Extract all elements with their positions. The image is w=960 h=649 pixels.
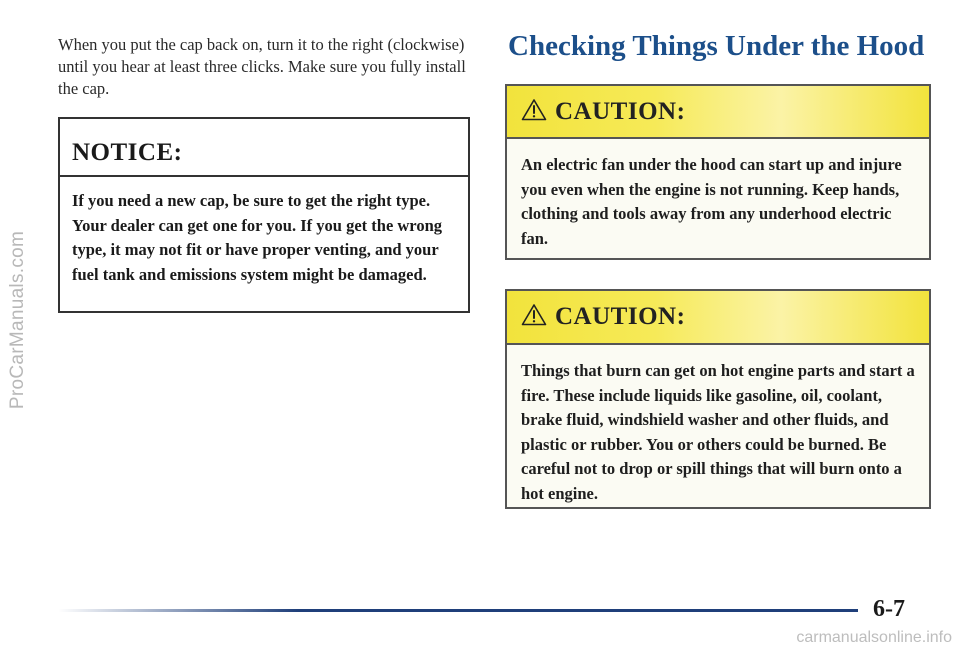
caution-title: CAUTION:: [555, 303, 686, 330]
caution-box-fan: [505, 84, 931, 260]
intro-paragraph: When you put the cap back on, turn it to the right (clockwise) until you hear at least three clicks. Make sure you fully install the cap.: [58, 35, 466, 98]
warning-triangle-icon: [521, 303, 547, 331]
bottom-watermark: carmanualsonline.info: [796, 629, 952, 646]
caution-text: An electric fan under the hood can start up and injure you even when the engine is not running. Keep hands, clothing and tools away from any underhood electric fan.: [521, 155, 902, 248]
caution-box-fire: [505, 289, 931, 509]
side-watermark-text: ProCarManuals.com: [7, 230, 28, 410]
caution-text: Things that burn can get on hot engine parts and start a fire. These include liquids like gasoline, oil, coolant, brake fluid, windshield washer and other fluids, and plastic or rubber. You or others could be burned. Be careful not to drop or spill things that will burn onto a hot engine.: [521, 361, 915, 503]
caution-header: [507, 291, 929, 345]
notice-text: If you need a new cap, be sure to get the right type. Your dealer can get one for you. If you get the wrong type, it may not fit or have proper venting, and your fuel tank and emissions system might be damaged.: [72, 191, 443, 284]
notice-header: [60, 119, 468, 177]
footer-rule: [58, 609, 858, 612]
notice-box: [58, 117, 470, 313]
notice-title: NOTICE:: [72, 139, 183, 166]
caution-title: CAUTION:: [555, 97, 686, 125]
caution-header: [507, 86, 929, 139]
page-number: 6-7: [873, 596, 905, 622]
warning-triangle-icon: [521, 98, 547, 126]
section-heading: Checking Things Under the Hood: [508, 30, 925, 62]
side-watermark: [3, 40, 33, 600]
